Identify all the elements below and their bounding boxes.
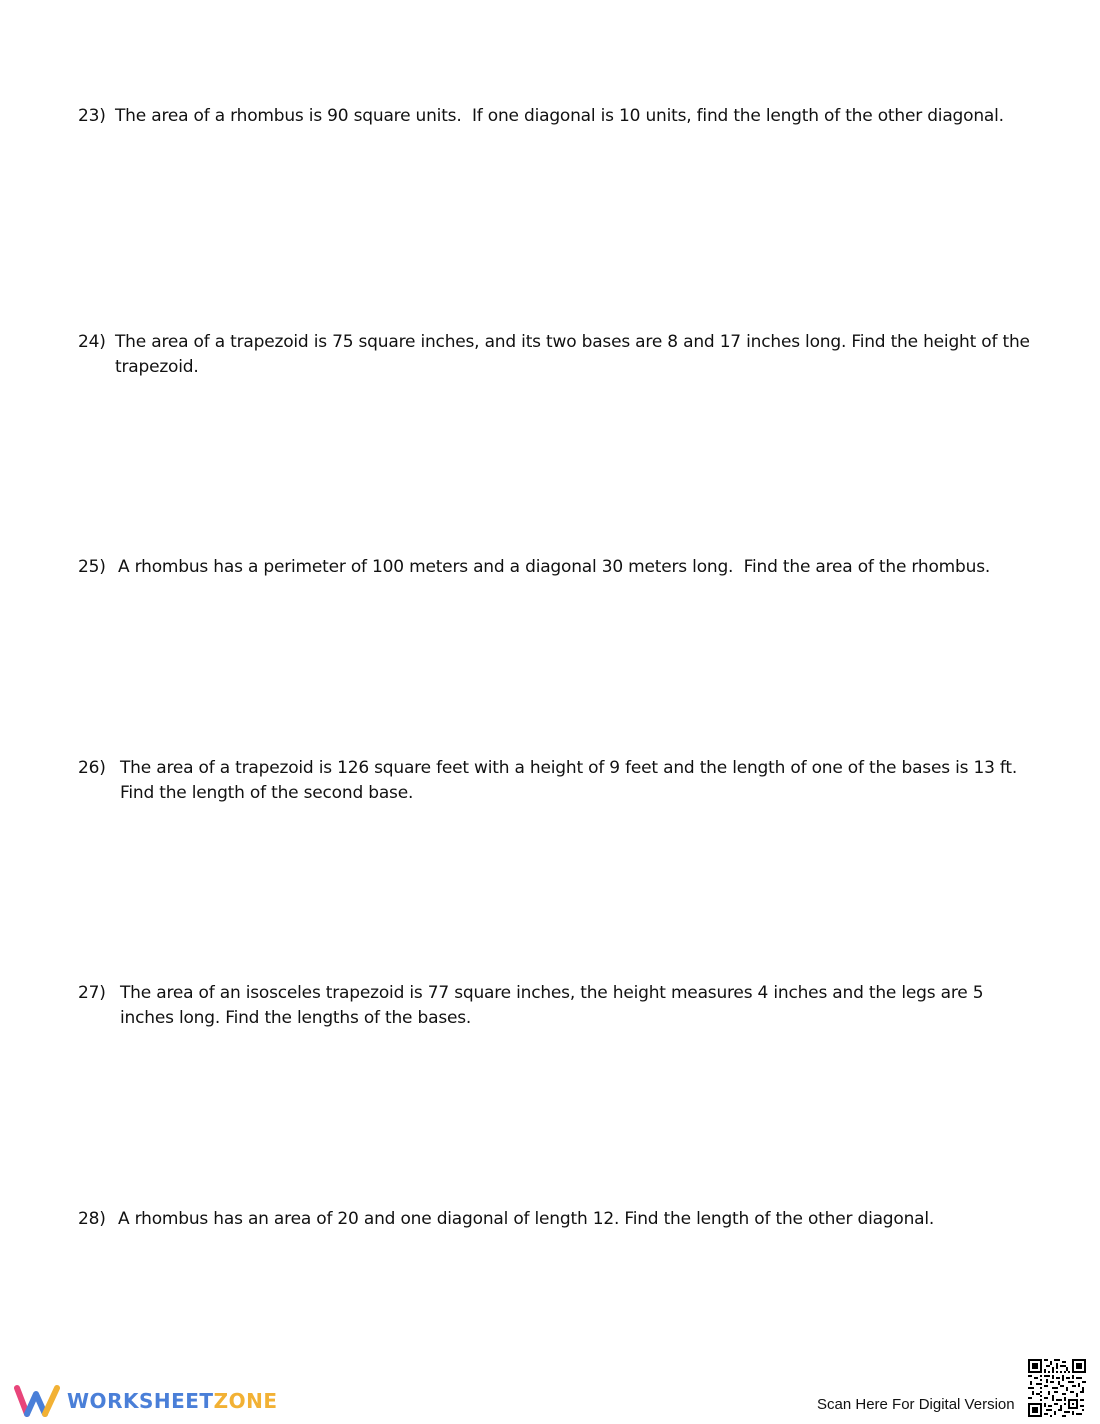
question-text: The area of an isosceles trapezoid is 77 square inches, the height measures 4 inches and the legs are 5 inches long. Find the lengths of the bases. xyxy=(120,983,989,1028)
question-text: The area of a trapezoid is 126 square feet with a height of 9 feet and the length of one of the bases is 13 ft. Find the length of the second base. xyxy=(120,758,1028,803)
question-25 xyxy=(78,555,1038,580)
question-text: A rhombus has a perimeter of 100 meters and a diagonal 30 meters long. Find the area of the rhombus. xyxy=(118,557,991,577)
question-number: 27) xyxy=(78,983,106,1003)
question-24 xyxy=(78,330,1038,380)
worksheetzone-logo[interactable] xyxy=(14,1383,277,1419)
question-28 xyxy=(78,1207,1038,1232)
question-text: The area of a rhombus is 90 square units. If one diagonal is 10 units, find the length of the other diagonal. xyxy=(115,106,1004,126)
question-number: 25) xyxy=(78,557,106,577)
logo-word-zone: ZONE xyxy=(213,1389,278,1413)
question-number: 26) xyxy=(78,758,106,778)
question-text: A rhombus has an area of 20 and one diagonal of length 12. Find the length of the other diagonal. xyxy=(118,1209,935,1229)
question-23 xyxy=(78,104,1038,129)
question-27 xyxy=(78,981,1038,1031)
question-text: The area of a trapezoid is 75 square inches, and its two bases are 8 and 17 inches long. Find the height of the trapezoid. xyxy=(115,332,1035,377)
question-26 xyxy=(78,756,1038,806)
scan-label: Scan Here For Digital Version xyxy=(817,1396,1015,1413)
logo-word-worksheet: WORKSHEET xyxy=(67,1389,214,1413)
logo-text xyxy=(67,1389,277,1413)
worksheetzone-logo-icon xyxy=(14,1384,60,1418)
question-number: 24) xyxy=(78,332,106,352)
question-number: 28) xyxy=(78,1209,106,1229)
qr-code-icon[interactable] xyxy=(1028,1359,1086,1417)
question-number: 23) xyxy=(78,106,106,126)
